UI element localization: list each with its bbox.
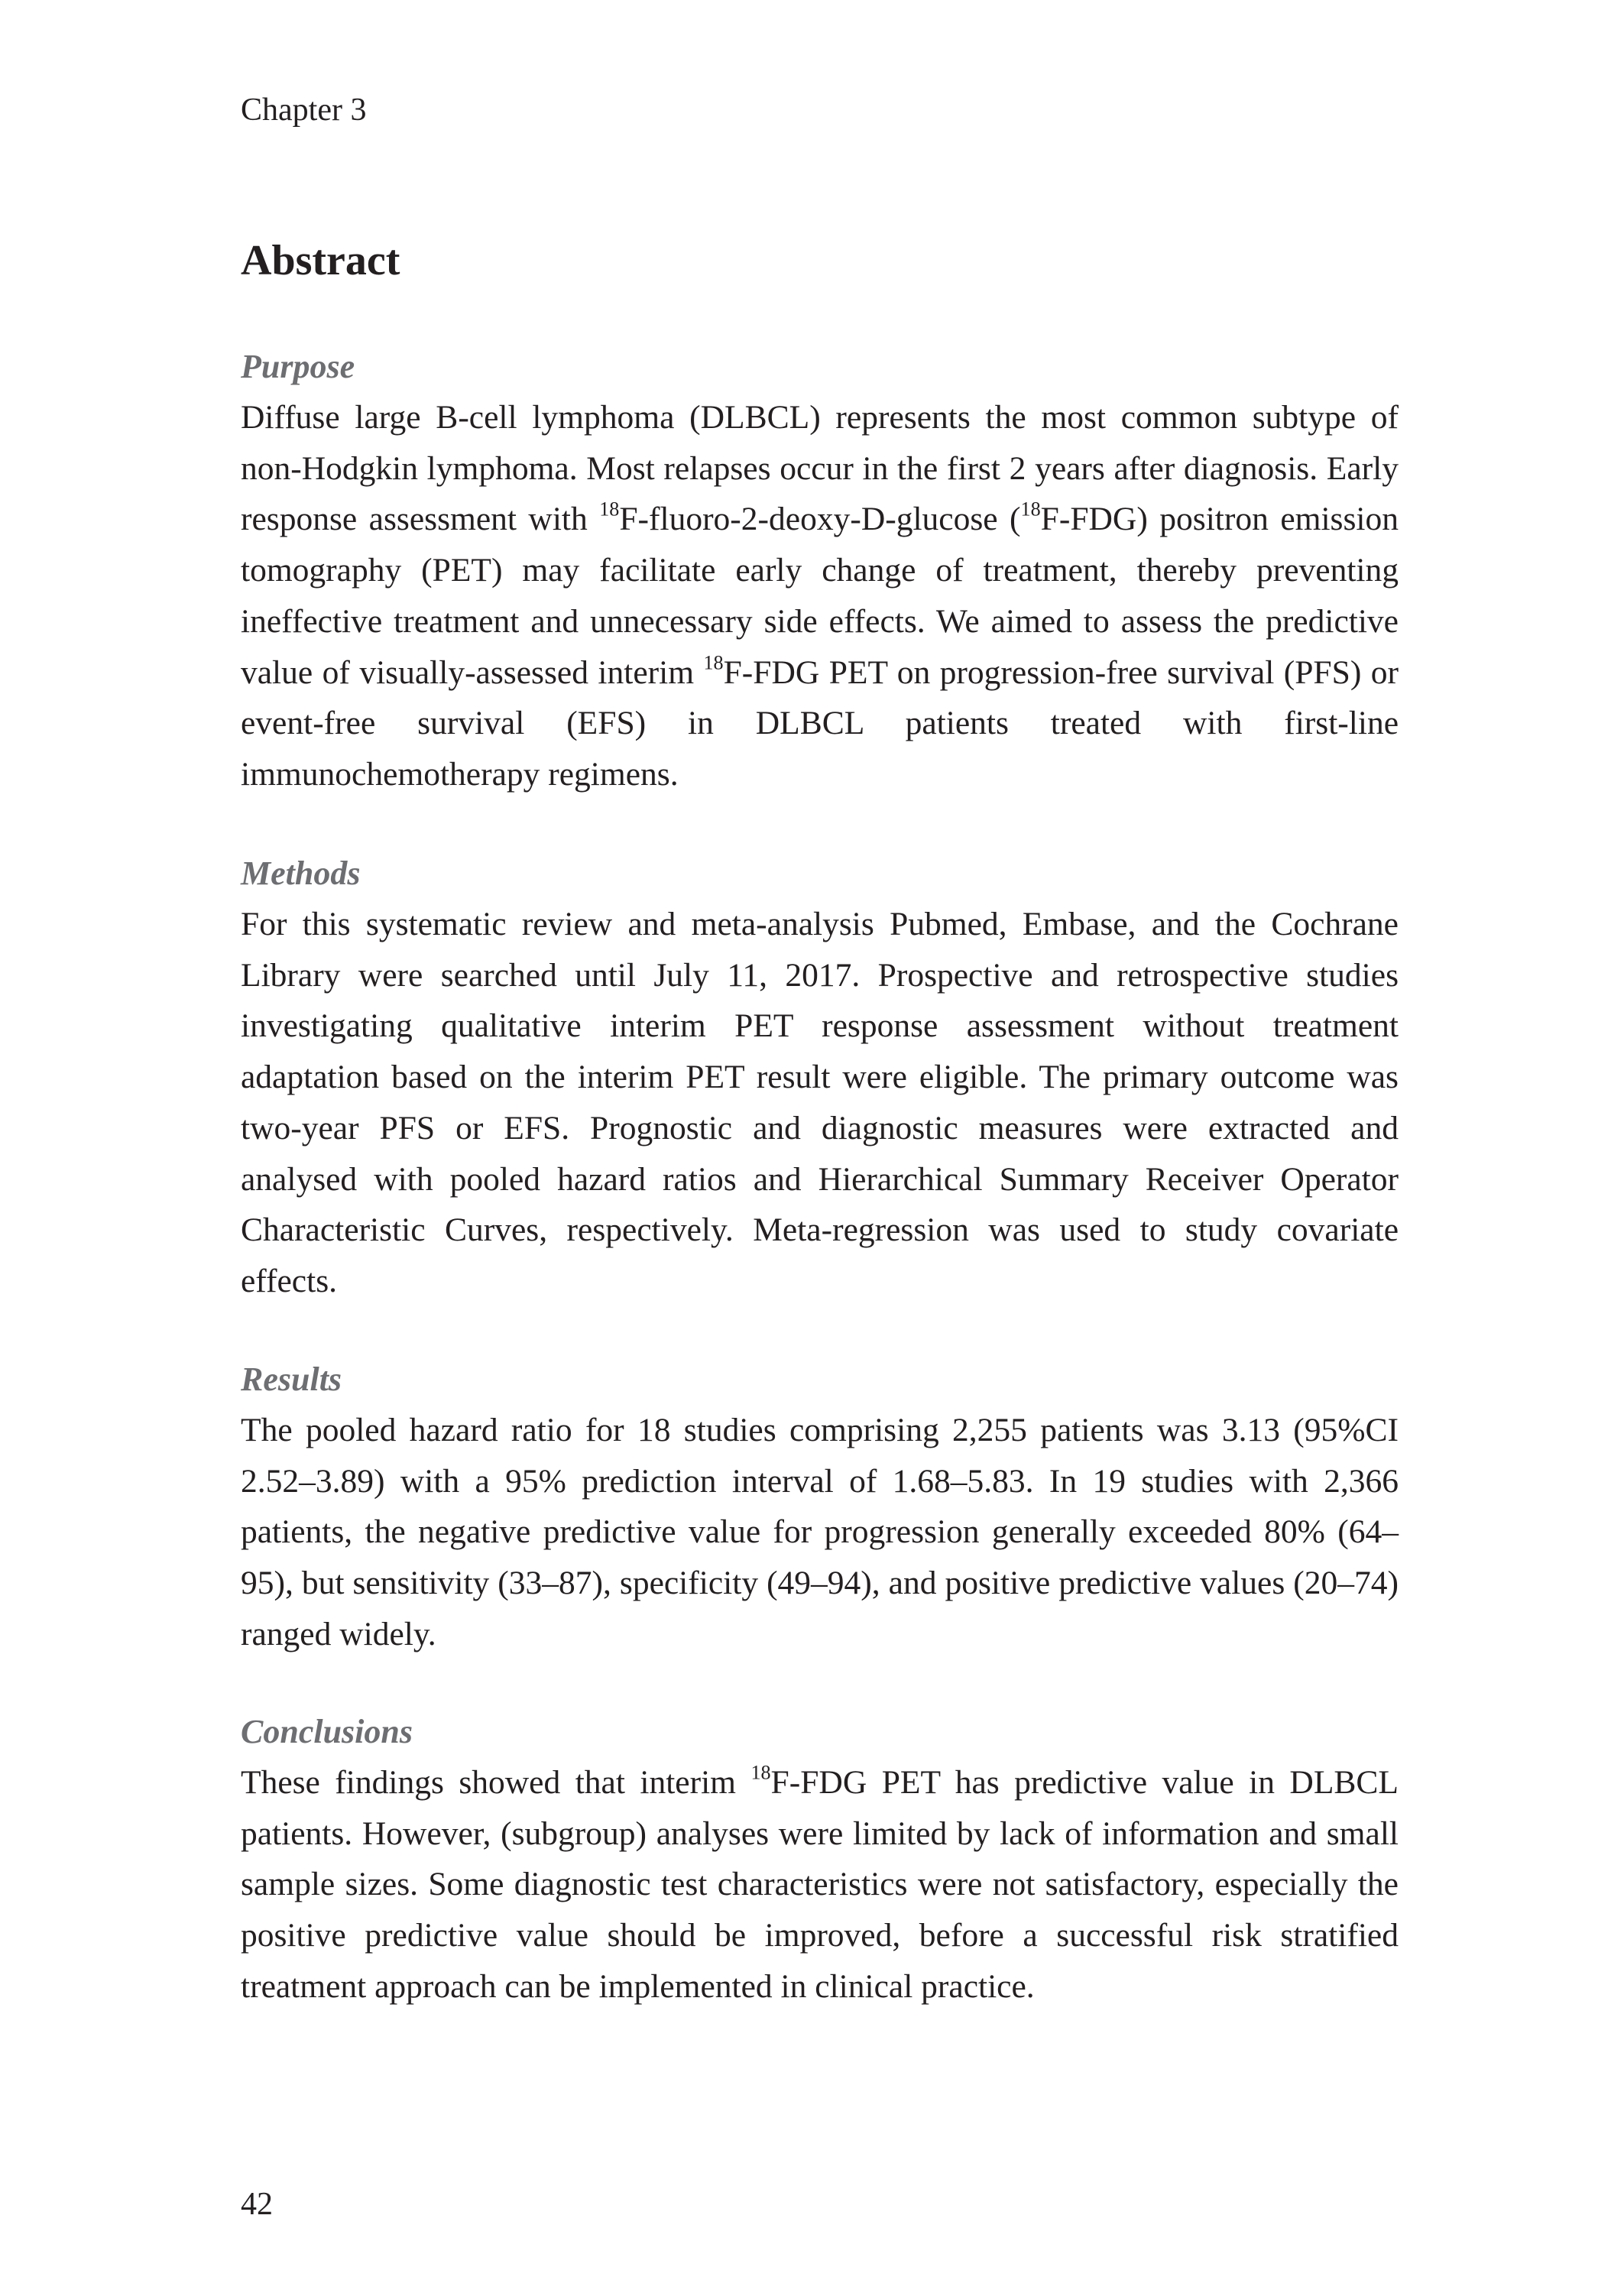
running-head: Chapter 3: [241, 92, 367, 128]
methods-section: [241, 848, 1399, 1307]
abstract-title: Abstract: [241, 237, 400, 284]
purpose-text-part: F-FDG PET on progression-free survival (PFS) or event-free survival (EFS) in DLBCL patients treated with first-line immunochemotherapy regimens.: [241, 654, 1399, 793]
conclusions-section: [241, 1707, 1399, 2012]
page-number: 42: [241, 2187, 273, 2222]
purpose-text-part: F-fluoro-2-deoxy-D-glucose (: [619, 501, 1021, 538]
methods-heading: Methods: [241, 855, 361, 892]
purpose-text: [241, 392, 1399, 800]
conclusions-text-part: F-FDG PET has predictive value in DLBCL patients. However, (subgroup) analyses were limited by lack of information and small sample sizes. Some diagnostic test characteristics were not satisfactory, especially the positive predictive value should be improved, before a successful risk stratified treatment approach can be implemented in clinical practice.: [241, 1764, 1399, 2005]
methods-text: For this systematic review and meta-analysis Pubmed, Embase, and the Cochrane Library were searched until July 11, 2017. Prospective and retrospective studies investigating qualitative interim PET response assessment without treatment adaptation based on the interim PET result were eligible. The primary outcome was two-year PFS or EFS. Prognostic and diagnostic measures were extracted and analysed with pooled hazard ratios and Hierarchical Summary Receiver Operator Characteristic Curves, respectively. Meta-regression was used to study covariate effects.: [241, 906, 1399, 1299]
superscript-isotope: 18: [703, 651, 724, 674]
conclusions-text-part: These findings showed that interim: [241, 1764, 751, 1801]
purpose-heading: Purpose: [241, 348, 355, 385]
purpose-text-part: Diffuse large B-cell lymphoma (DLBCL) represents the most common subtype of non-Hodgkin lymphoma. Most relapses occur in the first 2 years after diagnosis. Early response assessment with: [241, 399, 1399, 538]
superscript-isotope: 18: [1020, 498, 1041, 521]
superscript-isotope: 18: [750, 1761, 771, 1784]
purpose-text-part: F-FDG) positron emission tomography (PET) may facilitate early change of treatment, thereby preventing ineffective treatment and unnecessary side effects. We aimed to assess the predictive value of visually-assessed interim: [241, 501, 1399, 691]
conclusions-text: [241, 1757, 1399, 2012]
results-text: The pooled hazard ratio for 18 studies comprising 2,255 patients was 3.13 (95%CI 2.52–3.89) with a 95% prediction interval of 1.68–5.83. In 19 studies with 2,366 patients, the negative predictive value for progression generally exceeded 80% (64–95), but sensitivity (33–87), specificity (49–94), and positive predictive values (20–74) ranged widely.: [241, 1412, 1399, 1652]
results-heading: Results: [241, 1361, 342, 1398]
conclusions-heading: Conclusions: [241, 1713, 413, 1750]
purpose-section: [241, 342, 1399, 800]
superscript-isotope: 18: [599, 498, 620, 521]
results-section: [241, 1354, 1399, 1660]
